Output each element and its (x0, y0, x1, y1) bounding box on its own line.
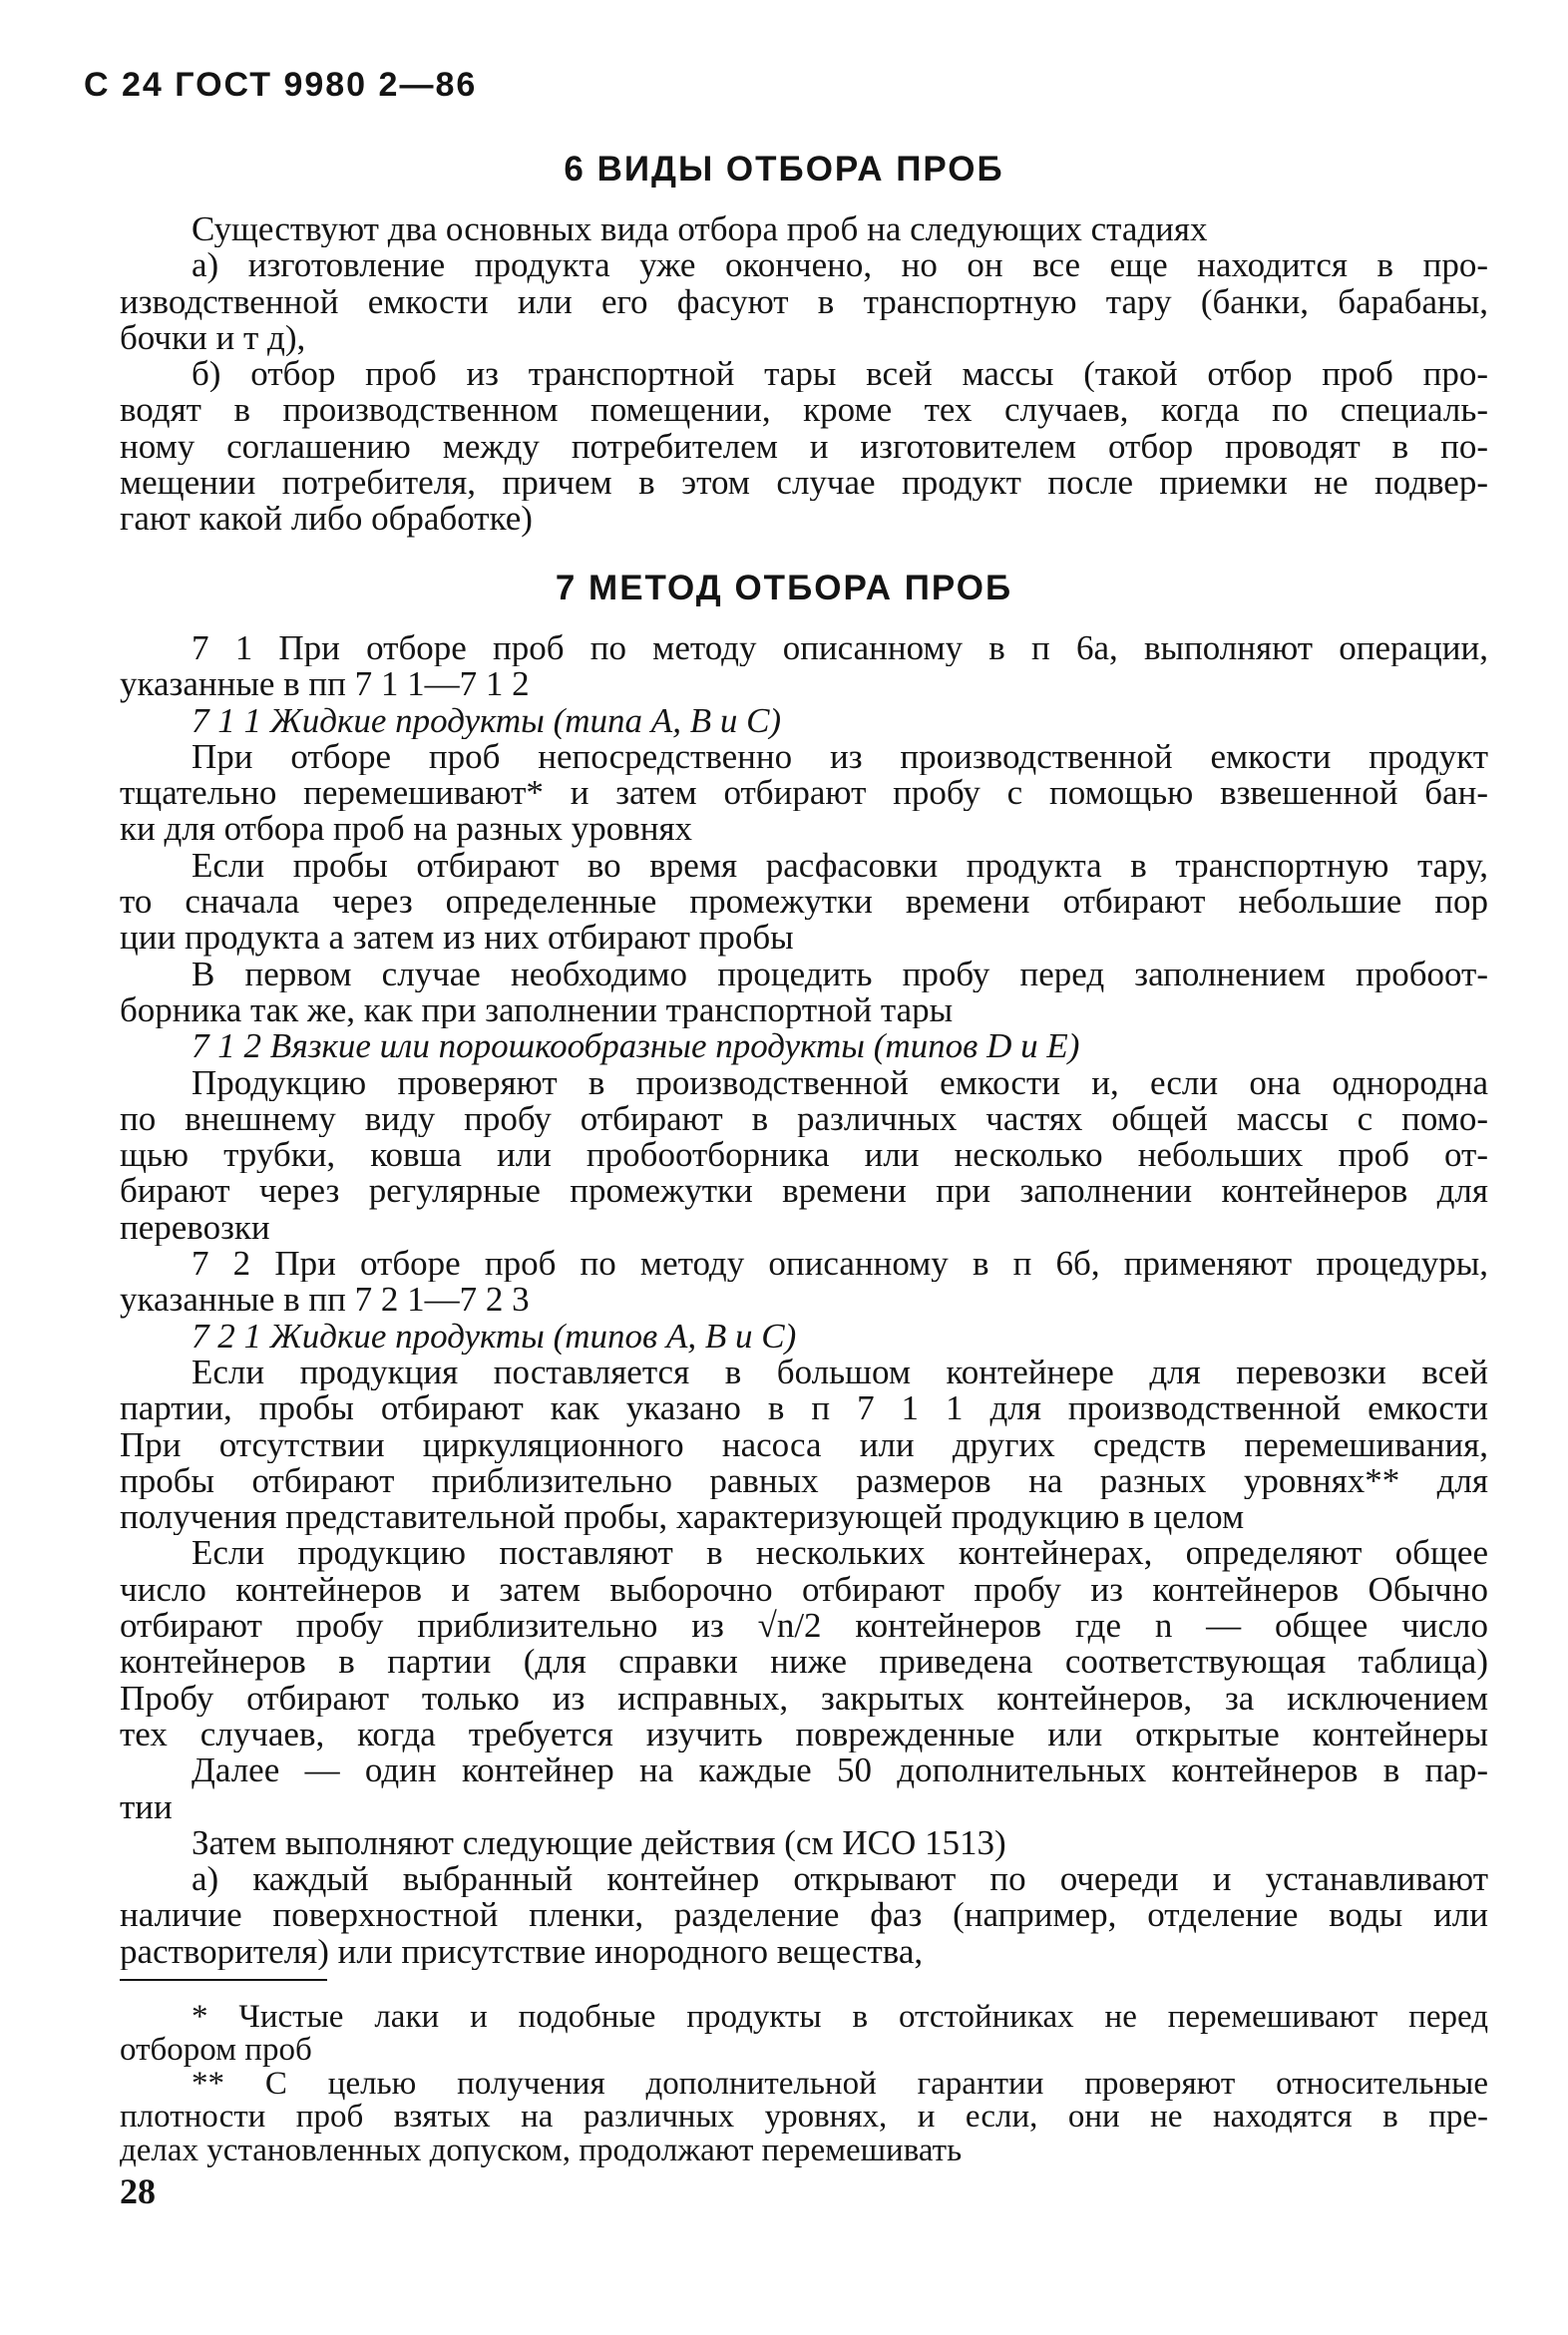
text-line: то сначала через определенные промежутки времени отбирают небольшие пор (120, 884, 1488, 921)
text-line: а) изготовление продукта уже окончено, но он все еще находится в про- (192, 247, 1488, 284)
text-line: Продукцию проверяют в производственной емкости и, если она однородна (192, 1064, 1488, 1101)
text-line: 7 1 При отборе проб по методу описанному в п 6а, выполняют операции, (192, 630, 1488, 667)
subsection-heading: 7 2 1 Жидкие продукты (типов А, В и С) (192, 1318, 797, 1355)
footnotes (120, 2001, 1488, 2167)
text-line: б) отбор проб из транспортной тары всей массы (такой отбор проб про- (192, 356, 1488, 393)
text-line: Пробу отбирают только из исправных, закрытых контейнеров, за исключением (120, 1680, 1488, 1717)
text-line: бочки и т д), (120, 319, 306, 357)
section-6-body (120, 211, 1488, 538)
footnote-line: ** С целью получения дополнительной гарантии проверяют относительные (192, 2067, 1488, 2102)
text-line: Существуют два основных вида отбора проб на следующих стадиях (192, 211, 1208, 248)
text-line: борника так же, как при заполнении транспортной тары (120, 991, 954, 1029)
text-line: изводственной емкости или его фасуют в транспортную тару (банки, барабаны, (120, 283, 1488, 320)
section-7-title: 7 МЕТОД ОТБОРА ПРОБ (555, 569, 1013, 607)
text-line: ки для отбора проб на разных уровнях (120, 811, 693, 848)
section-6-title: 6 ВИДЫ ОТБОРА ПРОБ (564, 150, 1004, 189)
text-line: Затем выполняют следующие действия (см ИСО 1513) (192, 1824, 1006, 1862)
text-line: наличие поверхностной пленки, разделение фаз (например, отделение воды или (120, 1897, 1488, 1934)
text-line: Если пробы отбирают во время расфасовки продукта в транспортную тару, (192, 847, 1488, 885)
text-line: Если продукцию поставляют в нескольких контейнерах, определяют общее (192, 1535, 1488, 1572)
text-line: мещении потребителя, причем в этом случае продукт после приемки не подвер- (120, 465, 1488, 502)
text-line: При отсутствии циркуляционного насоса или других средств перемешивания, (120, 1426, 1488, 1463)
text-line: а) каждый выбранный контейнер открывают по очереди и устанавливают (192, 1861, 1488, 1898)
text-line: 7 2 При отборе проб по методу описанному в п 6б, применяют процедуры, (192, 1246, 1488, 1283)
text-line: отбирают пробу приблизительно из √n/2 контейнеров где n — общее число (120, 1608, 1488, 1645)
text-line: тщательно перемешивают* и затем отбирают пробу с помощью взвешенной бан- (120, 775, 1488, 812)
footnote-line: * Чистые лаки и подобные продукты в отстойниках не перемешивают перед (192, 2001, 1488, 2035)
text-line: тех случаев, когда требуется изучить поврежденные или открытые контейнеры (120, 1716, 1488, 1753)
text-line: указанные в пп 7 1 1—7 1 2 (120, 666, 530, 703)
text-line: тии (120, 1788, 173, 1825)
text-line: ции продукта а затем из них отбирают пробы (120, 920, 794, 957)
text-line: число контейнеров и затем выборочно отбирают пробу из контейнеров Обычно (120, 1571, 1488, 1609)
text-line: щью трубки, ковша или пробоотборника или несколько небольших проб от- (120, 1137, 1488, 1174)
text-line: перевозки (120, 1209, 270, 1247)
text-line: Далее — один контейнер на каждые 50 дополнительных контейнеров в пар- (192, 1752, 1488, 1789)
text-line: гают какой либо обработке) (120, 501, 533, 538)
footnote-line: делах установленных допуском, продолжают перемешивать (120, 2134, 963, 2167)
running-header: С 24 ГОСТ 9980 2—86 (84, 66, 478, 104)
text-line: пробы отбирают приблизительно равных размеров на разных уровнях** для (120, 1462, 1488, 1500)
text-line: указанные в пп 7 2 1—7 2 3 (120, 1282, 530, 1319)
subsection-heading: 7 1 1 Жидкие продукты (типа А, В и С) (192, 702, 782, 739)
footnote-line: отбором проб (120, 2034, 312, 2068)
page-number: 28 (120, 2171, 156, 2211)
text-line: Если продукция поставляется в большом контейнере для перевозки всей (192, 1354, 1488, 1391)
text-line: партии, пробы отбирают как указано в п 7 1 1 для производственной емкости (120, 1390, 1488, 1427)
footnote-separator (120, 1979, 327, 1981)
text-line: по внешнему виду пробу отбирают в различных частях общей массы с помо- (120, 1100, 1488, 1138)
footnote-line: плотности проб взятых на различных уровнях, и если, они не находятся в пре- (120, 2101, 1488, 2135)
section-7-body (120, 630, 1488, 1970)
subsection-heading: 7 1 2 Вязкие или порошкообразные продукты (типов D и Е) (192, 1028, 1080, 1065)
text-line: ному соглашению между потребителем и изготовителем отбор проводят в по- (120, 428, 1488, 466)
text-line: При отборе проб непосредственно из производственной емкости продукт (192, 738, 1488, 776)
text-line: контейнеров в партии (для справки ниже приведена соответствующая таблица) (120, 1644, 1488, 1681)
text-line: бирают через регулярные промежутки времени при заполнении контейнеров для (120, 1173, 1488, 1210)
text-line: водят в производственном помещении, кроме тех случаев, когда по специаль- (120, 392, 1488, 429)
text-line: В первом случае необходимо процедить пробу перед заполнением пробоот- (192, 956, 1488, 992)
text-line: растворителя) или присутствие инородного вещества, (120, 1933, 924, 1970)
text-line: получения представительной пробы, характеризующей продукцию в целом (120, 1499, 1245, 1536)
